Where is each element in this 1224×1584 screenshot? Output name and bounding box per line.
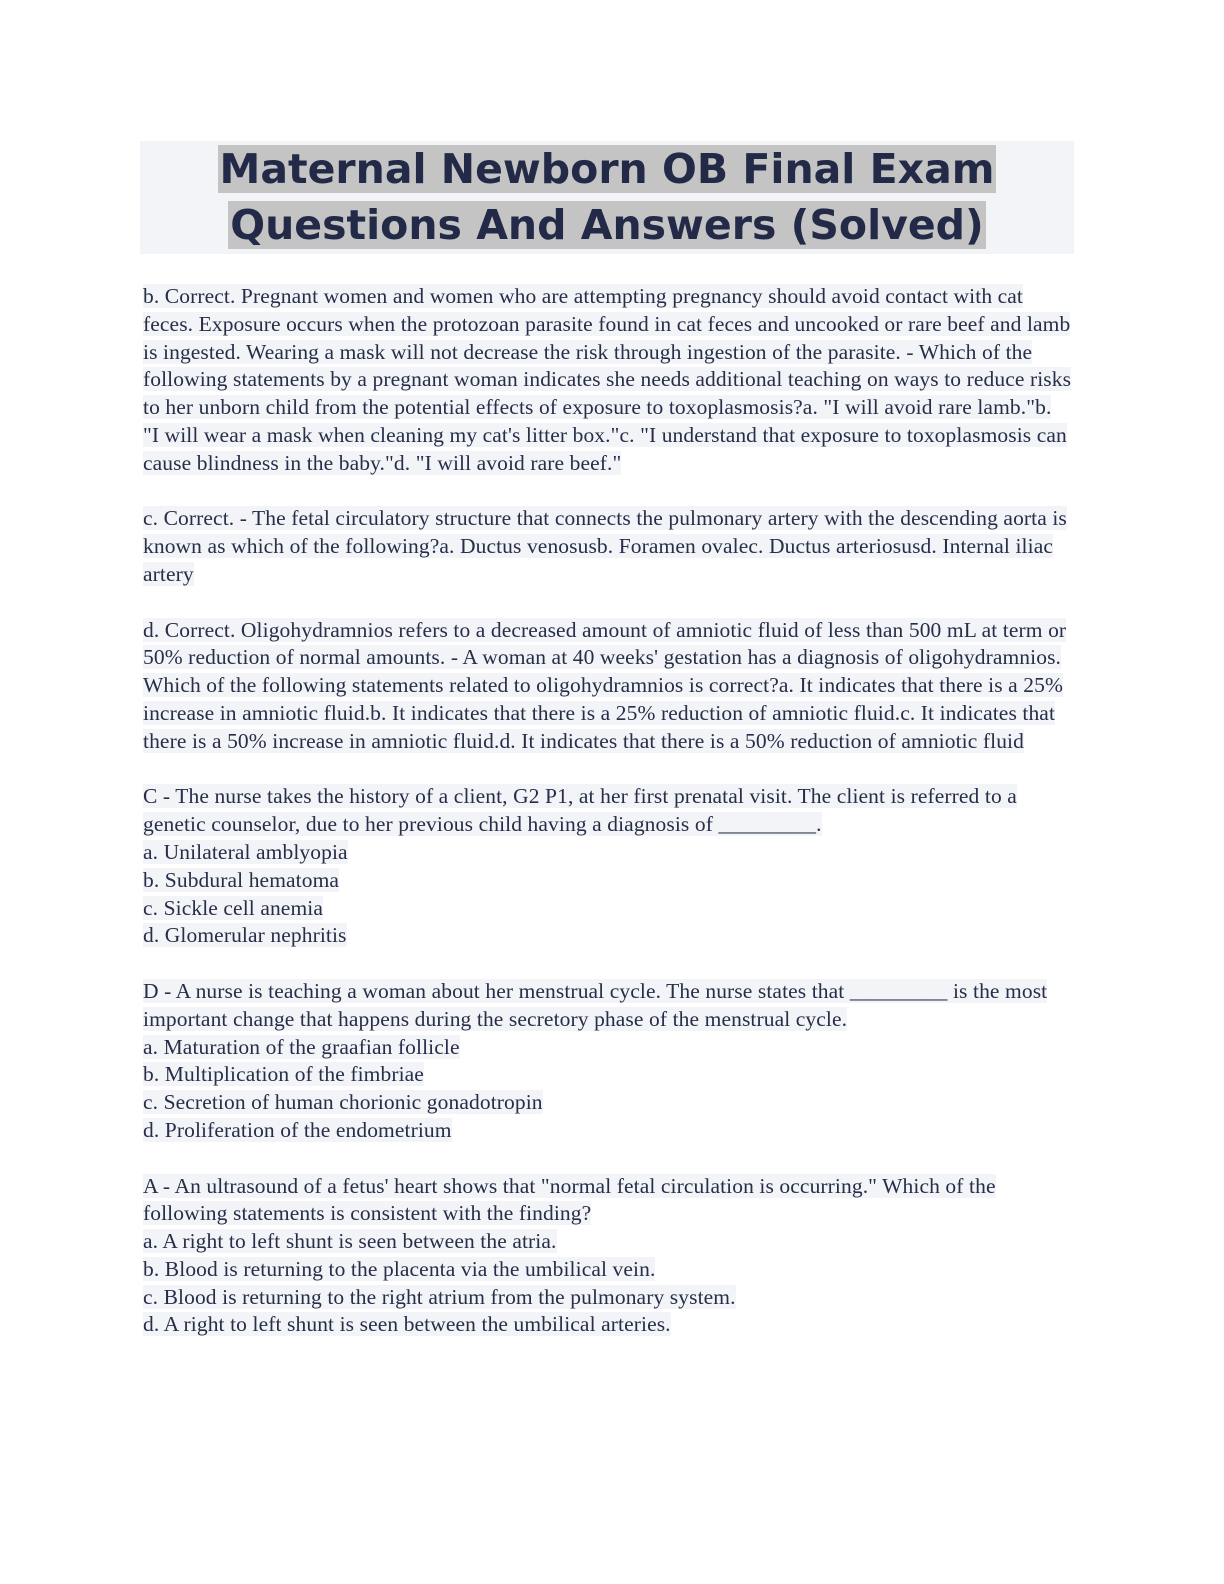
answer-option: d. Glomerular nephritis xyxy=(143,923,347,948)
answer-option: b. Multiplication of the fimbriae xyxy=(143,1062,424,1087)
answer-option: a. A right to left shunt is seen between the atria. xyxy=(143,1229,557,1254)
title-line-2: Questions And Answers (Solved) xyxy=(230,201,984,249)
question-stem: D - A nurse is teaching a woman about her menstrual cycle. The nurse states that _________ is the most important change that happens during the secretory phase of the menstrual cycle. xyxy=(143,978,1048,1031)
document-title xyxy=(140,141,1074,253)
question-block-4 xyxy=(143,783,1073,950)
answer-option: b. Subdural hematoma xyxy=(143,867,340,892)
answer-option: c. Secretion of human chorionic gonadotropin xyxy=(143,1090,543,1115)
document-body xyxy=(143,283,1073,1367)
question-text: c. Correct. - The fetal circulatory structure that connects the pulmonary artery with the descending aorta is known as which of the following?a. Ductus venosusb. Foramen ovalec. Ductus arteriosusd. Internal iliac artery xyxy=(143,506,1067,586)
question-stem: C - The nurse takes the history of a client, G2 P1, at her first prenatal visit. The client is referred to a genetic counselor, due to her previous child having a diagnosis of _________. xyxy=(143,784,1017,837)
answer-option: c. Blood is returning to the right atrium from the pulmonary system. xyxy=(143,1284,736,1309)
answer-option: a. Unilateral amblyopia xyxy=(143,839,348,864)
question-stem: A - An ultrasound of a fetus' heart shows that "normal fetal circulation is occurring." Which of the following statements is consistent with the finding? xyxy=(143,1173,996,1226)
question-text: b. Correct. Pregnant women and women who are attempting pregnancy should avoid contact with cat feces. Exposure occurs when the protozoan parasite found in cat feces and uncooked or rare beef and lamb is ingested. Wearing a mask will not decrease the risk through ingestion of the parasite. - Which of the following statements by a pregnant woman indicates she needs additional teaching on ways to reduce risks to her unborn child from the potential effects of exposure to toxoplasmosis?a. "I will avoid rare lamb."b. "I will wear a mask when cleaning my cat's litter box."c. "I understand that exposure to toxoplasmosis can cause blindness in the baby."d. "I will avoid rare beef." xyxy=(143,284,1072,475)
question-block-3 xyxy=(143,617,1073,756)
question-block-1 xyxy=(143,283,1073,478)
title-line-1: Maternal Newborn OB Final Exam xyxy=(219,145,995,193)
answer-option: c. Sickle cell anemia xyxy=(143,895,323,920)
answer-option: b. Blood is returning to the placenta via the umbilical vein. xyxy=(143,1256,656,1281)
question-text: d. Correct. Oligohydramnios refers to a decreased amount of amniotic fluid of less than 500 mL at term or 50% reduction of normal amounts. - A woman at 40 weeks' gestation has a diagnosis of oligohydramnios. Which of the following statements related to oligohydramnios is correct?a. It indicates that there is a 25% increase in amniotic fluid.b. It indicates that there is a 25% reduction of amniotic fluid.c. It indicates that there is a 50% increase in amniotic fluid.d. It indicates that there is a 50% reduction of amniotic fluid xyxy=(143,617,1067,753)
answer-option: a. Maturation of the graafian follicle xyxy=(143,1034,460,1059)
question-block-2 xyxy=(143,505,1073,588)
answer-option: d. A right to left shunt is seen between the umbilical arteries. xyxy=(143,1312,671,1337)
question-block-6 xyxy=(143,1173,1073,1340)
answer-option: d. Proliferation of the endometrium xyxy=(143,1117,452,1142)
question-block-5 xyxy=(143,978,1073,1145)
